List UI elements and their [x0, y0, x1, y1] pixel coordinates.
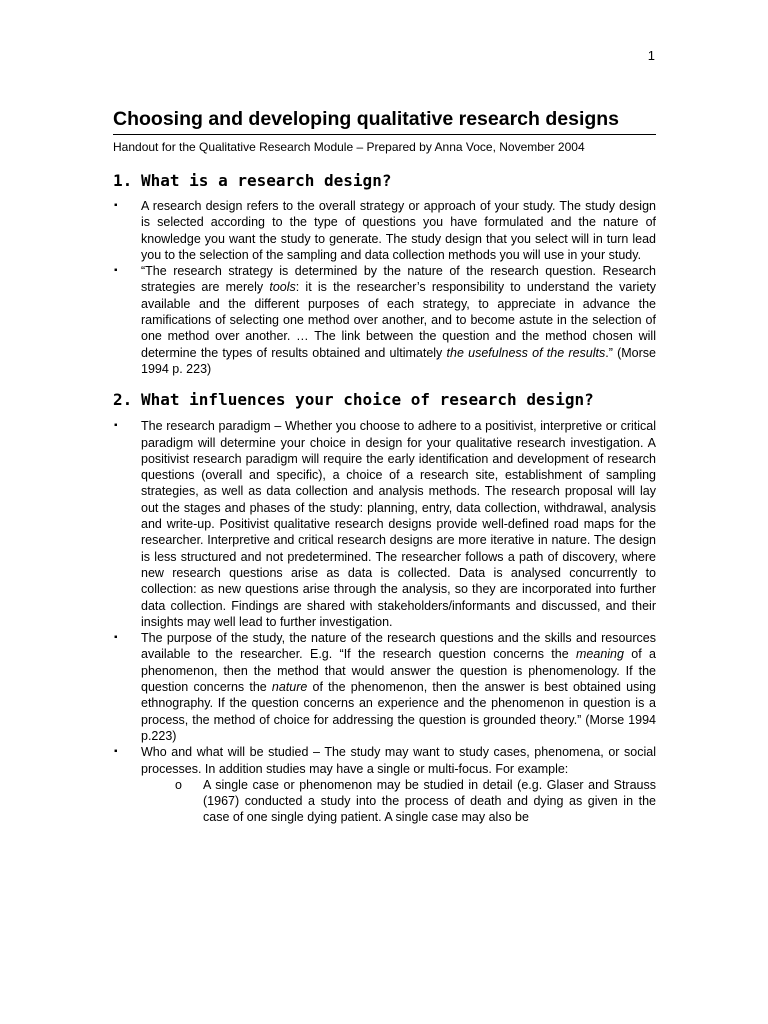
bullet-text: of a phenomenon, then the method that would answer the question is phenomenology. If the question concerns the — [141, 647, 656, 695]
bullet-item — [113, 418, 656, 630]
bullet-item — [113, 744, 656, 825]
bullet-text: “The research strategy is determined by the nature of the research question. Research strategies are merely — [141, 264, 656, 295]
bullet-text: The research paradigm – Whether you choose to adhere to a positivist, interpretive or critical paradigm will determine your choice in design for your qualitative research investigation. A positivist research paradigm will require the early identification and development of research questions (overall and specific), a choice of a research site, establishment of sampling strategies, as well as data collection and analysis methods. The research proposal will lay out the stages and phases of the study: planning, entry, data collection, withdrawal, analysis and write-up. Positivist qualitative research designs provide well-defined road maps for the researcher. Interpretive and critical research designs are more iterative in nature. The design is less structured and not predetermined. The researcher follows a path of discovery, where new research questions arise as data is collected. Data is analysed concurrently to collection: as new questions arise through the analysis, so they are incorporated into further data collection. Findings are shared with stakeholders/informants and discussed, and their insights may well lead to further investigation. — [141, 419, 656, 629]
bullet-text: Who and what will be studied – The study may want to study cases, phenomena, or social processes. In addition studies may have a single or multi-focus. For example: — [141, 745, 656, 776]
bullet-text: A research design refers to the overall strategy or approach of your study. The study design is selected according to the type of questions you have formulated and the nature of knowledge you want the study to generate. The study design that you select will in turn lead you to the selection of the sampling and data collection methods you will use in your study. — [141, 199, 656, 262]
bullet-text: : it is the researcher’s responsibility to understand the variety available and the different purposes of each strategy, to appreciate in advance the ramifications of selecting one method over another, and to become astute in the selection of one method over another. … The link between the question and the method chosen will determine the types of results obtained and ultimately — [141, 280, 656, 360]
bullet-item — [113, 630, 656, 744]
page-number: 1 — [647, 48, 655, 63]
italic-text: nature — [271, 680, 308, 695]
section-heading-1 — [113, 170, 656, 192]
italic-text: the usefulness of the results — [446, 345, 606, 360]
section-title: What influences your choice of research design? — [141, 390, 594, 410]
bullet-item — [113, 198, 656, 263]
section-number: 2. — [113, 390, 133, 410]
document-subtitle: Handout for the Qualitative Research Module – Prepared by Anna Voce, November 2004 — [113, 140, 585, 154]
document-title: Choosing and developing qualitative research designs — [113, 106, 656, 135]
section-1-bullets — [113, 198, 656, 377]
italic-text: meaning — [576, 647, 624, 662]
sub-bullet-text: A single case or phenomenon may be studied in detail (e.g. Glaser and Strauss (1967) conducted a study into the process of death and dying as given in the case of one single dying patient. A single case may also be — [203, 777, 656, 825]
bullet-text: of the phenomenon, then the answer is best obtained using ethnography. If the question concerns an experience and the phenomenon in question is a process, the method of choice for addressing the question is grounded theory.” (Morse 1994 p.223) — [141, 680, 656, 743]
section-title: What is a research design? — [141, 171, 392, 190]
section-heading-2 — [113, 389, 656, 411]
section-2-bullets — [113, 418, 656, 825]
section-number: 1. — [113, 171, 133, 190]
bullet-item — [113, 263, 656, 377]
italic-text: tools — [269, 280, 296, 295]
sub-bullet-list — [141, 777, 656, 826]
document-body — [113, 106, 656, 826]
sub-bullet-item — [141, 777, 656, 826]
bullet-text: The purpose of the study, the nature of the research questions and the skills and resources available to the researcher. E.g. “If the research question concerns the — [141, 631, 656, 662]
bullet-text: .” (Morse 1994 p. 223) — [141, 345, 656, 376]
